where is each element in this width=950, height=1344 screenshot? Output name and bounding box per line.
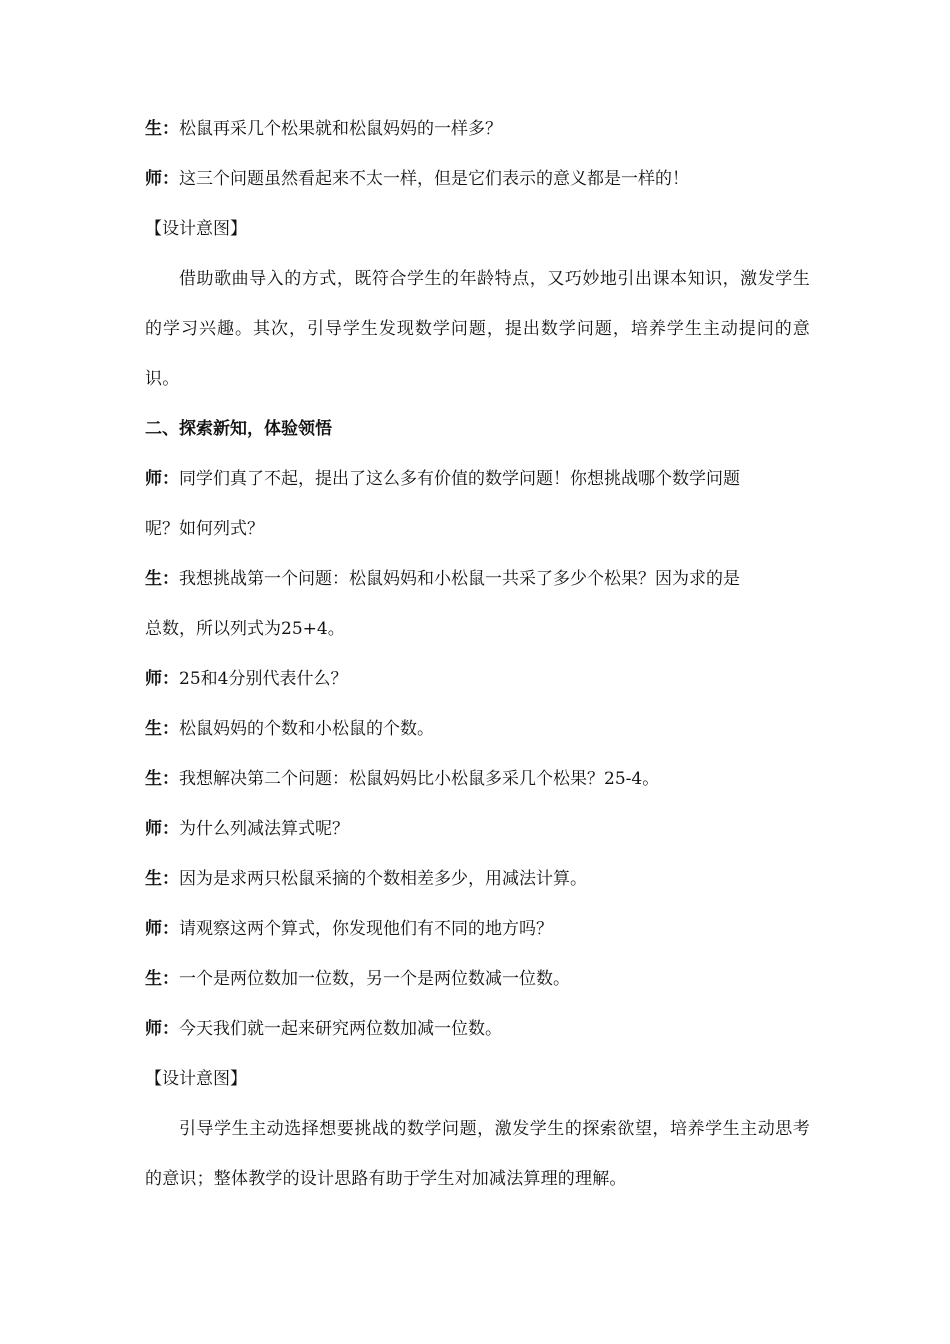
dialogue-line: [145, 554, 810, 604]
dialogue-text: 松鼠再采几个松果就和松鼠妈妈的一样多？: [179, 119, 502, 139]
speaker-label: 生：: [145, 719, 179, 739]
design-intent-paragraph: 借助歌曲导入的方式，既符合学生的年龄特点，又巧妙地引出课本知识，激发学生的学习兴趣。其次，引导学生发现数学问题，提出数学问题，培养学生主动提问的意识。: [145, 269, 810, 389]
dialogue-text: 同学们真了不起，提出了这么多有价值的数学问题！你想挑战哪个数学问题: [179, 469, 740, 489]
speaker-label: 师：: [145, 169, 179, 189]
dialogue-line: [145, 704, 810, 754]
speaker-label: 生：: [145, 119, 179, 139]
speaker-label: 生：: [145, 869, 179, 889]
design-intent-label: 【设计意图】: [145, 1069, 247, 1089]
dialogue-line: [145, 754, 810, 804]
section-heading: 二、探索新知，体验领悟: [145, 419, 332, 439]
speaker-label: 师：: [145, 669, 179, 689]
speaker-label: 师：: [145, 469, 179, 489]
dialogue-text: 今天我们就一起来研究两位数加减一位数。: [179, 1019, 502, 1039]
dialogue-continuation: 总数，所以列式为25+4。: [145, 619, 345, 639]
design-intent-label: 【设计意图】: [145, 219, 247, 239]
dialogue-line: [145, 804, 810, 854]
dialogue-text: 请观察这两个算式，你发现他们有不同的地方吗？: [179, 919, 553, 939]
dialogue-text: 我想解决第二个问题：松鼠妈妈比小松鼠多采几个松果？25-4。: [179, 769, 660, 789]
dialogue-text: 我想挑战第一个问题：松鼠妈妈和小松鼠一共采了多少个松果？因为求的是: [179, 569, 740, 589]
dialogue-line: [145, 104, 810, 154]
speaker-label: 师：: [145, 919, 179, 939]
dialogue-line: [145, 1004, 810, 1054]
design-intent-paragraph: 引导学生主动选择想要挑战的数学问题，激发学生的探索欲望，培养学生主动思考的意识；整体教学的设计思路有助于学生对加减法算理的理解。: [145, 1119, 810, 1189]
dialogue-text: 为什么列减法算式呢？: [179, 819, 349, 839]
dialogue-text: 因为是求两只松鼠采摘的个数相差多少，用减法计算。: [179, 869, 587, 889]
speaker-label: 生：: [145, 969, 179, 989]
speaker-label: 师：: [145, 819, 179, 839]
document-page: [145, 104, 810, 1204]
speaker-label: 生：: [145, 569, 179, 589]
dialogue-line: [145, 654, 810, 704]
dialogue-line: [145, 154, 810, 204]
dialogue-text: 这三个问题虽然看起来不太一样，但是它们表示的意义都是一样的！: [179, 169, 689, 189]
speaker-label: 师：: [145, 1019, 179, 1039]
dialogue-line: [145, 954, 810, 1004]
dialogue-line: [145, 454, 810, 504]
dialogue-text: 25和4分别代表什么？: [179, 669, 348, 689]
speaker-label: 生：: [145, 769, 179, 789]
dialogue-text: 松鼠妈妈的个数和小松鼠的个数。: [179, 719, 434, 739]
dialogue-continuation: 呢？如何列式？: [145, 519, 264, 539]
dialogue-line: [145, 904, 810, 954]
dialogue-text: 一个是两位数加一位数，另一个是两位数减一位数。: [179, 969, 570, 989]
dialogue-line: [145, 854, 810, 904]
